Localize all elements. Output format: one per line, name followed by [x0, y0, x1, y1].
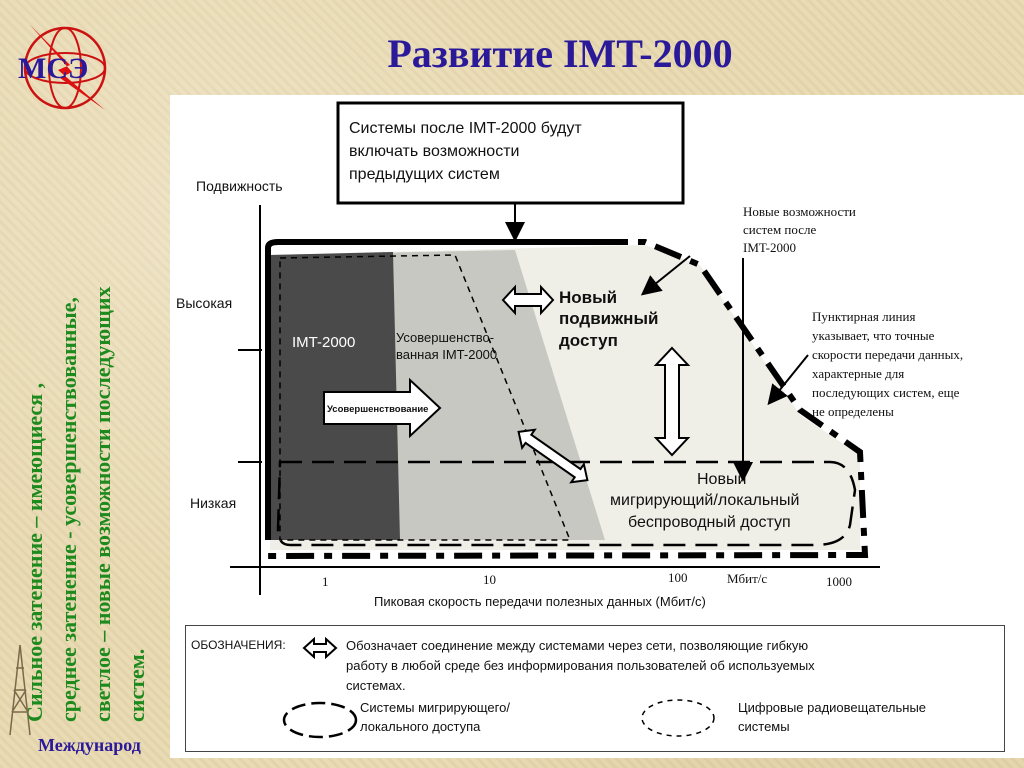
note-dashed-line-1: Пунктирная линия — [812, 309, 916, 324]
y-label-low: Низкая — [190, 495, 237, 511]
legend-double-arrow-icon — [302, 637, 338, 659]
side-caption-line-3: светлое – новые возможности последующих — [90, 286, 115, 722]
note-new-line-3: IMT-2000 — [743, 240, 796, 255]
note-new-line-2: систем после — [743, 222, 817, 237]
new-nomadic-line-3: беспроводный доступ — [628, 514, 791, 531]
x-axis-title: Пиковая скорость передачи полезных данных (Мбит/с) — [374, 594, 706, 609]
legend-nomadic-desc-2: локального доступа — [360, 719, 481, 734]
new-mobile-line-1: Новый — [559, 288, 618, 307]
legend-box — [185, 625, 1005, 752]
x-tick-1000: 1000 — [826, 574, 852, 589]
new-mobile-line-3: доступ — [559, 331, 618, 350]
legend-arrow-desc-3: системах. — [346, 678, 406, 693]
x-unit: Мбит/с — [727, 571, 768, 586]
note-dashed-line-3: скорости передачи данных, — [812, 347, 964, 362]
label-imt-2000: IMT-2000 — [292, 334, 356, 351]
legend-arrow-desc-1: Обозначает соединение между системами через сети, позволяющие гибкую — [346, 638, 809, 653]
new-nomadic-line-2: мигрирующий/локальный — [610, 492, 800, 509]
note-dashed-line-5: последующих систем, еще — [812, 385, 960, 400]
slide-title: Развитие IMT-2000 — [387, 31, 733, 76]
side-caption-line-4: систем. — [124, 648, 149, 722]
note-dashed-line-6: не определены — [812, 404, 894, 419]
callout-line-2: включать возможности — [349, 143, 520, 160]
x-tick-1: 1 — [322, 574, 329, 589]
side-caption-line-1: Сильное затенение – имеющиеся , — [22, 382, 47, 722]
logo-text: МСЭ — [18, 52, 89, 85]
legend-arrow-desc-2: работу в любой среде без информирования пользователей об используемых — [346, 658, 815, 673]
note-new-line-1: Новые возможности — [743, 204, 856, 219]
x-tick-10: 10 — [483, 572, 496, 587]
label-enhanced-1: Усовершенство- — [396, 330, 495, 345]
y-axis-title: Подвижность — [196, 178, 283, 194]
footer-org: Международ — [38, 735, 141, 755]
legend-nomadic-oval-icon — [280, 698, 360, 742]
note-dashed-line-2: указывает, что точные — [812, 328, 935, 343]
callout-line-1: Системы после IMT-2000 будут — [349, 120, 582, 137]
side-caption-line-2: среднее затенение - усовершенствованные, — [56, 297, 81, 722]
x-tick-100: 100 — [668, 570, 688, 585]
callout-line-3: предыдущих систем — [349, 166, 500, 183]
legend-broadcast-desc-2: системы — [738, 719, 790, 734]
legend-header: ОБОЗНАЧЕНИЯ: — [191, 638, 286, 652]
legend-broadcast-desc-1: Цифровые радиовещательные — [738, 700, 927, 715]
new-mobile-line-2: подвижный — [559, 309, 659, 328]
new-nomadic-line-1: Новый — [697, 471, 747, 488]
y-label-high: Высокая — [176, 295, 233, 311]
label-enhanced-2: ванная IMT-2000 — [396, 347, 498, 362]
legend-broadcast-oval-icon — [638, 696, 718, 740]
enhancement-arrow-label: Усовершенствование — [327, 404, 429, 415]
legend-nomadic-desc-1: Системы мигрирующего/ — [360, 700, 510, 715]
note-dashed-line-4: характерные для — [812, 366, 905, 381]
